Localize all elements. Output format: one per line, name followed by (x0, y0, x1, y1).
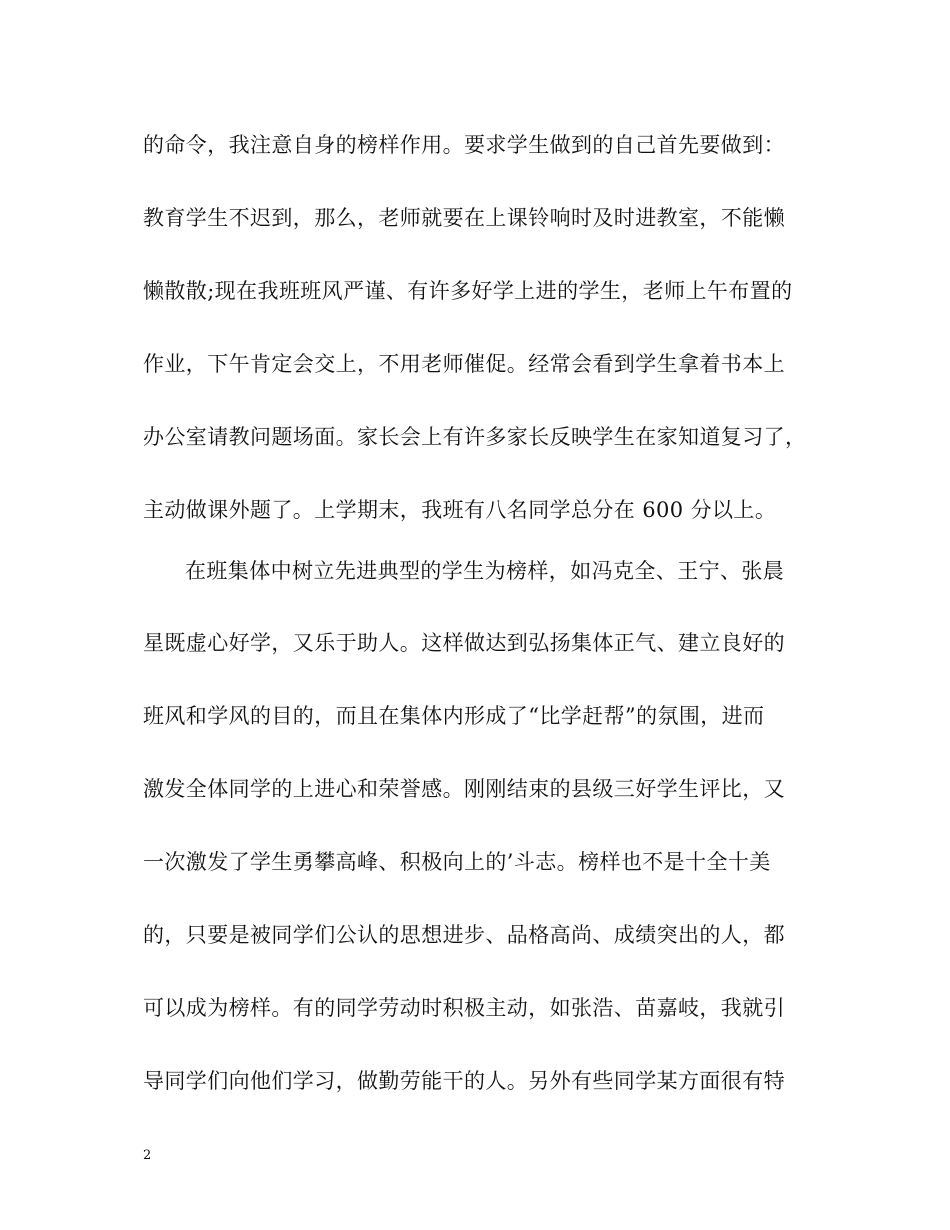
text-line-12: 的，只要是被同学们公认的思想进步、品格高尚、成绩突出的人，都 (143, 923, 785, 947)
page-number: 2 (143, 1148, 152, 1163)
text-line-3: 懒散散;现在我班班风严谨、有许多好学上进的学生，老师上午布置的 (143, 279, 793, 303)
text-line-5: 办公室请教问题场面。家长会上有许多家长反映学生在家知道复习了， (143, 425, 807, 449)
text-line-9: 班风和学风的目的，而且在集体内形成了“比学赶帮”的氛围，进而 (143, 704, 765, 728)
text-line-13: 可以成为榜样。有的同学劳动时积极主动，如张浩、苗嘉岐，我就引 (143, 996, 785, 1020)
text-line-11: 一次激发了学生勇攀高峰、积极向上的’斗志。榜样也不是十全十美 (143, 850, 771, 874)
text-line-4: 作业，下午肯定会交上，不用老师催促。经常会看到学生拿着书本上 (143, 352, 785, 376)
text-line-7-paragraph-start: 在班集体中树立先进典型的学生为榜样，如冯克全、王宁、张晨 (185, 559, 785, 583)
text-line-8: 星既虚心好学，又乐于助人。这样做达到弘扬集体正气、建立良好的 (143, 631, 785, 655)
text-line-2: 教育学生不迟到，那么，老师就要在上课铃响时及时进教室，不能懒 (143, 206, 785, 230)
text-line-6: 主动做课外题了。上学期末，我班有八名同学总分在 600 分以上。 (143, 498, 777, 522)
text-line-10: 激发全体同学的上进心和荣誉感。刚刚结束的县级三好学生评比，又 (143, 777, 785, 801)
text-line-1: 的命令，我注意自身的榜样作用。要求学生做到的自己首先要做到： (143, 133, 785, 157)
text-line-14: 导同学们向他们学习，做勤劳能干的人。另外有些同学某方面很有特 (143, 1069, 785, 1093)
